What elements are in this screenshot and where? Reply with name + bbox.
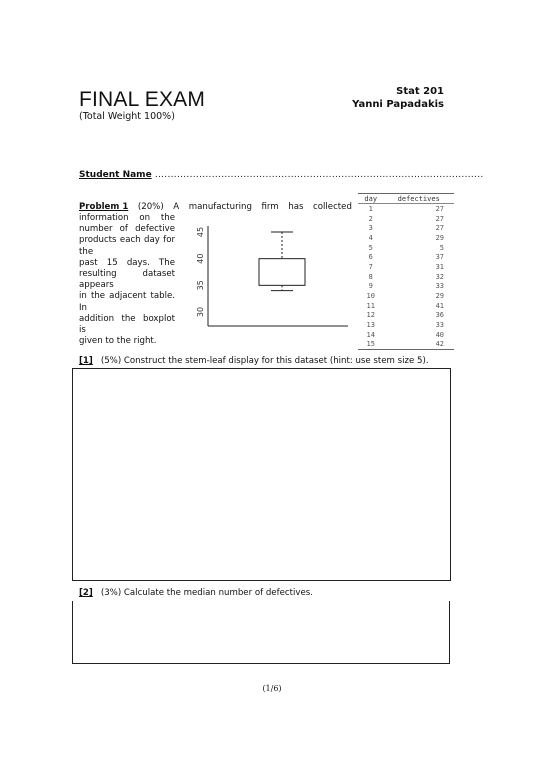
defectives-cell: 27 [435, 214, 444, 223]
y-tick-label: 45 [196, 226, 205, 238]
question2-number: [2] [79, 588, 93, 598]
student-name-dots: ........................................................................................................ [154, 170, 484, 180]
table-row [358, 233, 454, 243]
problem1-word: manufacturing [188, 202, 252, 212]
day-cell: 4 [368, 233, 373, 242]
defectives-cell: 37 [435, 253, 444, 262]
problem1-first-line [79, 202, 352, 213]
problem1-line: in the adjacent table. In [79, 291, 175, 313]
problem1-word: collected [313, 202, 352, 212]
day-cell: 8 [368, 272, 373, 281]
defectives-cell: 32 [435, 272, 444, 281]
day-cell: 2 [368, 214, 373, 223]
day-cell: 10 [366, 292, 375, 301]
problem1-word: firm [261, 202, 279, 212]
problem1-word: has [288, 202, 304, 212]
day-cell: 11 [366, 301, 375, 310]
defectives-cell: 31 [435, 262, 444, 271]
question1-answer-box[interactable] [72, 368, 451, 581]
table-row [358, 330, 454, 340]
y-tick-label: 40 [196, 253, 205, 264]
question2-header [79, 588, 313, 598]
problem1-line: information on the [79, 213, 175, 223]
student-name-label: Student Name [79, 170, 152, 180]
problem1-word: (20%) [137, 202, 164, 212]
defectives-table [358, 193, 454, 350]
day-cell: 1 [368, 204, 373, 213]
problem1-heading: Problem 1 [79, 202, 129, 212]
question1-header [79, 356, 429, 366]
problem1-line: given to the right. [79, 336, 157, 347]
day-cell: 7 [368, 262, 373, 271]
y-tick-label: 30 [196, 306, 205, 318]
table-row [358, 272, 454, 282]
question2-answer-box[interactable] [72, 601, 450, 664]
table-row [358, 243, 454, 253]
exam-subtitle: (Total Weight 100%) [79, 111, 175, 122]
question1-number: [1] [79, 356, 93, 366]
problem1-word: A [173, 202, 180, 212]
defectives-cell: 40 [435, 330, 444, 339]
day-cell: 14 [366, 330, 375, 339]
day-cell: 5 [368, 243, 373, 252]
author-name: Yanni Papadakis [352, 99, 444, 110]
defectives-cell: 33 [435, 282, 444, 291]
problem1-line: resulting dataset appears [79, 269, 175, 291]
day-cell: 13 [366, 321, 375, 330]
defectives-cell: 36 [435, 311, 444, 320]
day-cell: 6 [368, 253, 373, 262]
defectives-cell: 29 [435, 292, 444, 301]
boxplot [190, 218, 352, 330]
table-row [358, 301, 454, 311]
question2-text: (3%) Calculate the median number of defectives. [100, 588, 313, 598]
defectives-cell: 42 [435, 340, 444, 349]
table-row [358, 311, 454, 321]
student-name-field[interactable] [79, 170, 484, 180]
table-row [358, 223, 454, 233]
table-row [358, 252, 454, 262]
table-row [358, 340, 454, 350]
exam-title: FINAL EXAM [79, 88, 206, 111]
question1-text: (5%) Construct the stem-leaf display for this dataset (hint: use stem size 5). [100, 356, 429, 366]
problem1-line: addition the boxplot is [79, 313, 175, 336]
table-row [358, 320, 454, 330]
defectives-cell: 5 [439, 243, 444, 252]
day-cell: 3 [368, 224, 373, 233]
defectives-cell: 27 [435, 224, 444, 233]
defectives-cell: 33 [435, 321, 444, 330]
boxplot-box [259, 259, 305, 286]
day-cell: 9 [368, 282, 373, 291]
table-row [358, 262, 454, 272]
table-row [358, 291, 454, 301]
day-cell: 12 [366, 311, 375, 320]
table-row [358, 214, 454, 224]
table-row [358, 282, 454, 292]
problem1-line: products each day for the [79, 235, 175, 257]
table-row [358, 204, 454, 214]
defectives-cell: 29 [435, 233, 444, 242]
column-header-defectives: defectives [383, 194, 454, 204]
defectives-cell: 41 [435, 301, 444, 310]
problem1-line: past 15 days. The [79, 257, 175, 268]
defectives-cell: 27 [435, 204, 444, 213]
column-header-day: day [358, 194, 383, 204]
problem1-text [79, 213, 175, 347]
page-number: (1/6) [262, 684, 282, 693]
table-header-row [358, 194, 454, 204]
day-cell: 15 [366, 340, 375, 349]
problem1-line: number of defective [79, 224, 175, 235]
y-tick-label: 35 [196, 280, 205, 291]
course-code: Stat 201 [396, 86, 444, 97]
